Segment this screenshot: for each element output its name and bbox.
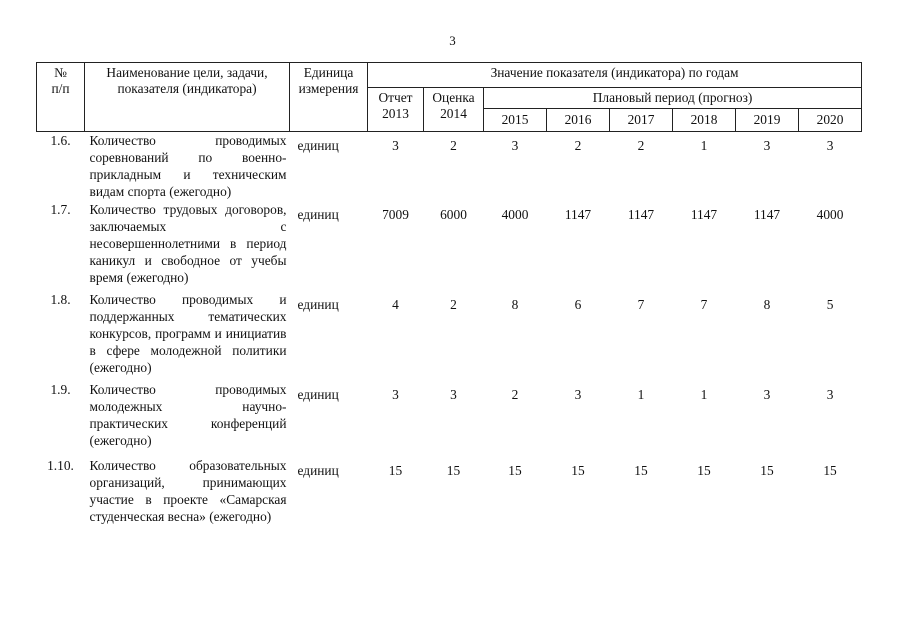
- value-cell: 15: [388, 463, 403, 478]
- row-number: 1.6.: [50, 133, 71, 148]
- table-row: [37, 381, 862, 457]
- header-plan-group: Плановый период (прогноз): [484, 88, 862, 109]
- value-cell: 3: [574, 387, 582, 402]
- value-cell: 1: [637, 387, 645, 402]
- indicator-name: Количество проводимых соревнований по военно-прикладным и техническим видам спорта (ежегодно): [89, 133, 287, 199]
- table-row: [37, 201, 862, 291]
- table-row: [37, 132, 862, 202]
- header-values-group: Значение показателя (индикатора) по годам: [368, 63, 862, 88]
- header-year: 2019: [736, 109, 799, 132]
- value-cell: 3: [826, 387, 834, 402]
- page-number: 3: [449, 33, 456, 48]
- value-cell: 15: [760, 463, 774, 478]
- value-cell: 1147: [690, 207, 718, 222]
- value-cell: 7: [700, 297, 708, 312]
- value-cell: 2: [450, 297, 457, 312]
- header-year: 2016: [547, 109, 610, 132]
- value-cell: 3: [511, 138, 519, 153]
- value-cell: 3: [763, 387, 771, 402]
- row-number: 1.9.: [50, 382, 71, 397]
- header-name: Наименование цели, задачи, показателя (индикатора): [85, 63, 290, 132]
- unit-cell: единиц: [297, 138, 339, 153]
- header-estimate-2014: Оценка 2014: [424, 88, 484, 132]
- value-cell: 1147: [753, 207, 781, 222]
- indicator-name: Количество проводимых молодежных научно-практических конференций (ежегодно): [89, 382, 287, 448]
- row-number: 1.10.: [47, 458, 74, 473]
- header-year: 2020: [799, 109, 862, 132]
- indicator-name: Количество трудовых договоров, заключаемых с несовершеннолетними в период каникул и свободное от учебы время (ежегодно): [89, 202, 287, 285]
- value-cell: 3: [763, 138, 771, 153]
- value-cell: 7009: [382, 207, 409, 222]
- unit-cell: единиц: [297, 297, 339, 312]
- value-cell: 7: [637, 297, 645, 312]
- value-cell: 2: [637, 138, 645, 153]
- unit-cell: единиц: [297, 207, 339, 222]
- value-cell: 5: [826, 297, 834, 312]
- value-cell: 2: [450, 138, 457, 153]
- value-cell: 2: [574, 138, 582, 153]
- value-cell: 8: [763, 297, 771, 312]
- header-num: № п/п: [37, 63, 85, 132]
- header-year: 2015: [484, 109, 547, 132]
- value-cell: 4: [392, 297, 399, 312]
- value-cell: 6: [574, 297, 582, 312]
- value-cell: 1: [700, 387, 708, 402]
- value-cell: 15: [508, 463, 522, 478]
- value-cell: 15: [823, 463, 837, 478]
- row-number: 1.7.: [50, 202, 71, 217]
- value-cell: 1147: [627, 207, 655, 222]
- value-cell: 3: [450, 387, 457, 402]
- indicator-name: Количество образовательных организаций, принимающих участие в проекте «Самарская студенческая весна» (ежегодно): [89, 458, 287, 524]
- unit-cell: единиц: [297, 387, 339, 402]
- value-cell: 6000: [440, 207, 467, 222]
- value-cell: 15: [571, 463, 585, 478]
- value-cell: 3: [392, 387, 399, 402]
- value-cell: 15: [697, 463, 711, 478]
- header-year: 2017: [610, 109, 673, 132]
- header-report-2013: Отчет 2013: [368, 88, 424, 132]
- value-cell: 1147: [564, 207, 592, 222]
- unit-cell: единиц: [297, 463, 339, 478]
- indicator-name: Количество проводимых и поддержанных тематических конкурсов, программ и инициатив в сфере молодежной политики (ежегодно): [89, 292, 287, 375]
- value-cell: 15: [634, 463, 648, 478]
- value-cell: 3: [826, 138, 834, 153]
- row-number: 1.8.: [50, 292, 71, 307]
- value-cell: 4000: [816, 207, 844, 222]
- value-cell: 8: [511, 297, 519, 312]
- value-cell: 15: [446, 463, 461, 478]
- value-cell: 3: [392, 138, 399, 153]
- value-cell: 1: [700, 138, 708, 153]
- value-cell: 2: [511, 387, 519, 402]
- table-row: [37, 457, 862, 552]
- table-row: [37, 291, 862, 381]
- header-year: 2018: [673, 109, 736, 132]
- value-cell: 4000: [501, 207, 529, 222]
- header-unit: Единица измерения: [290, 63, 368, 132]
- indicators-table: [36, 62, 862, 552]
